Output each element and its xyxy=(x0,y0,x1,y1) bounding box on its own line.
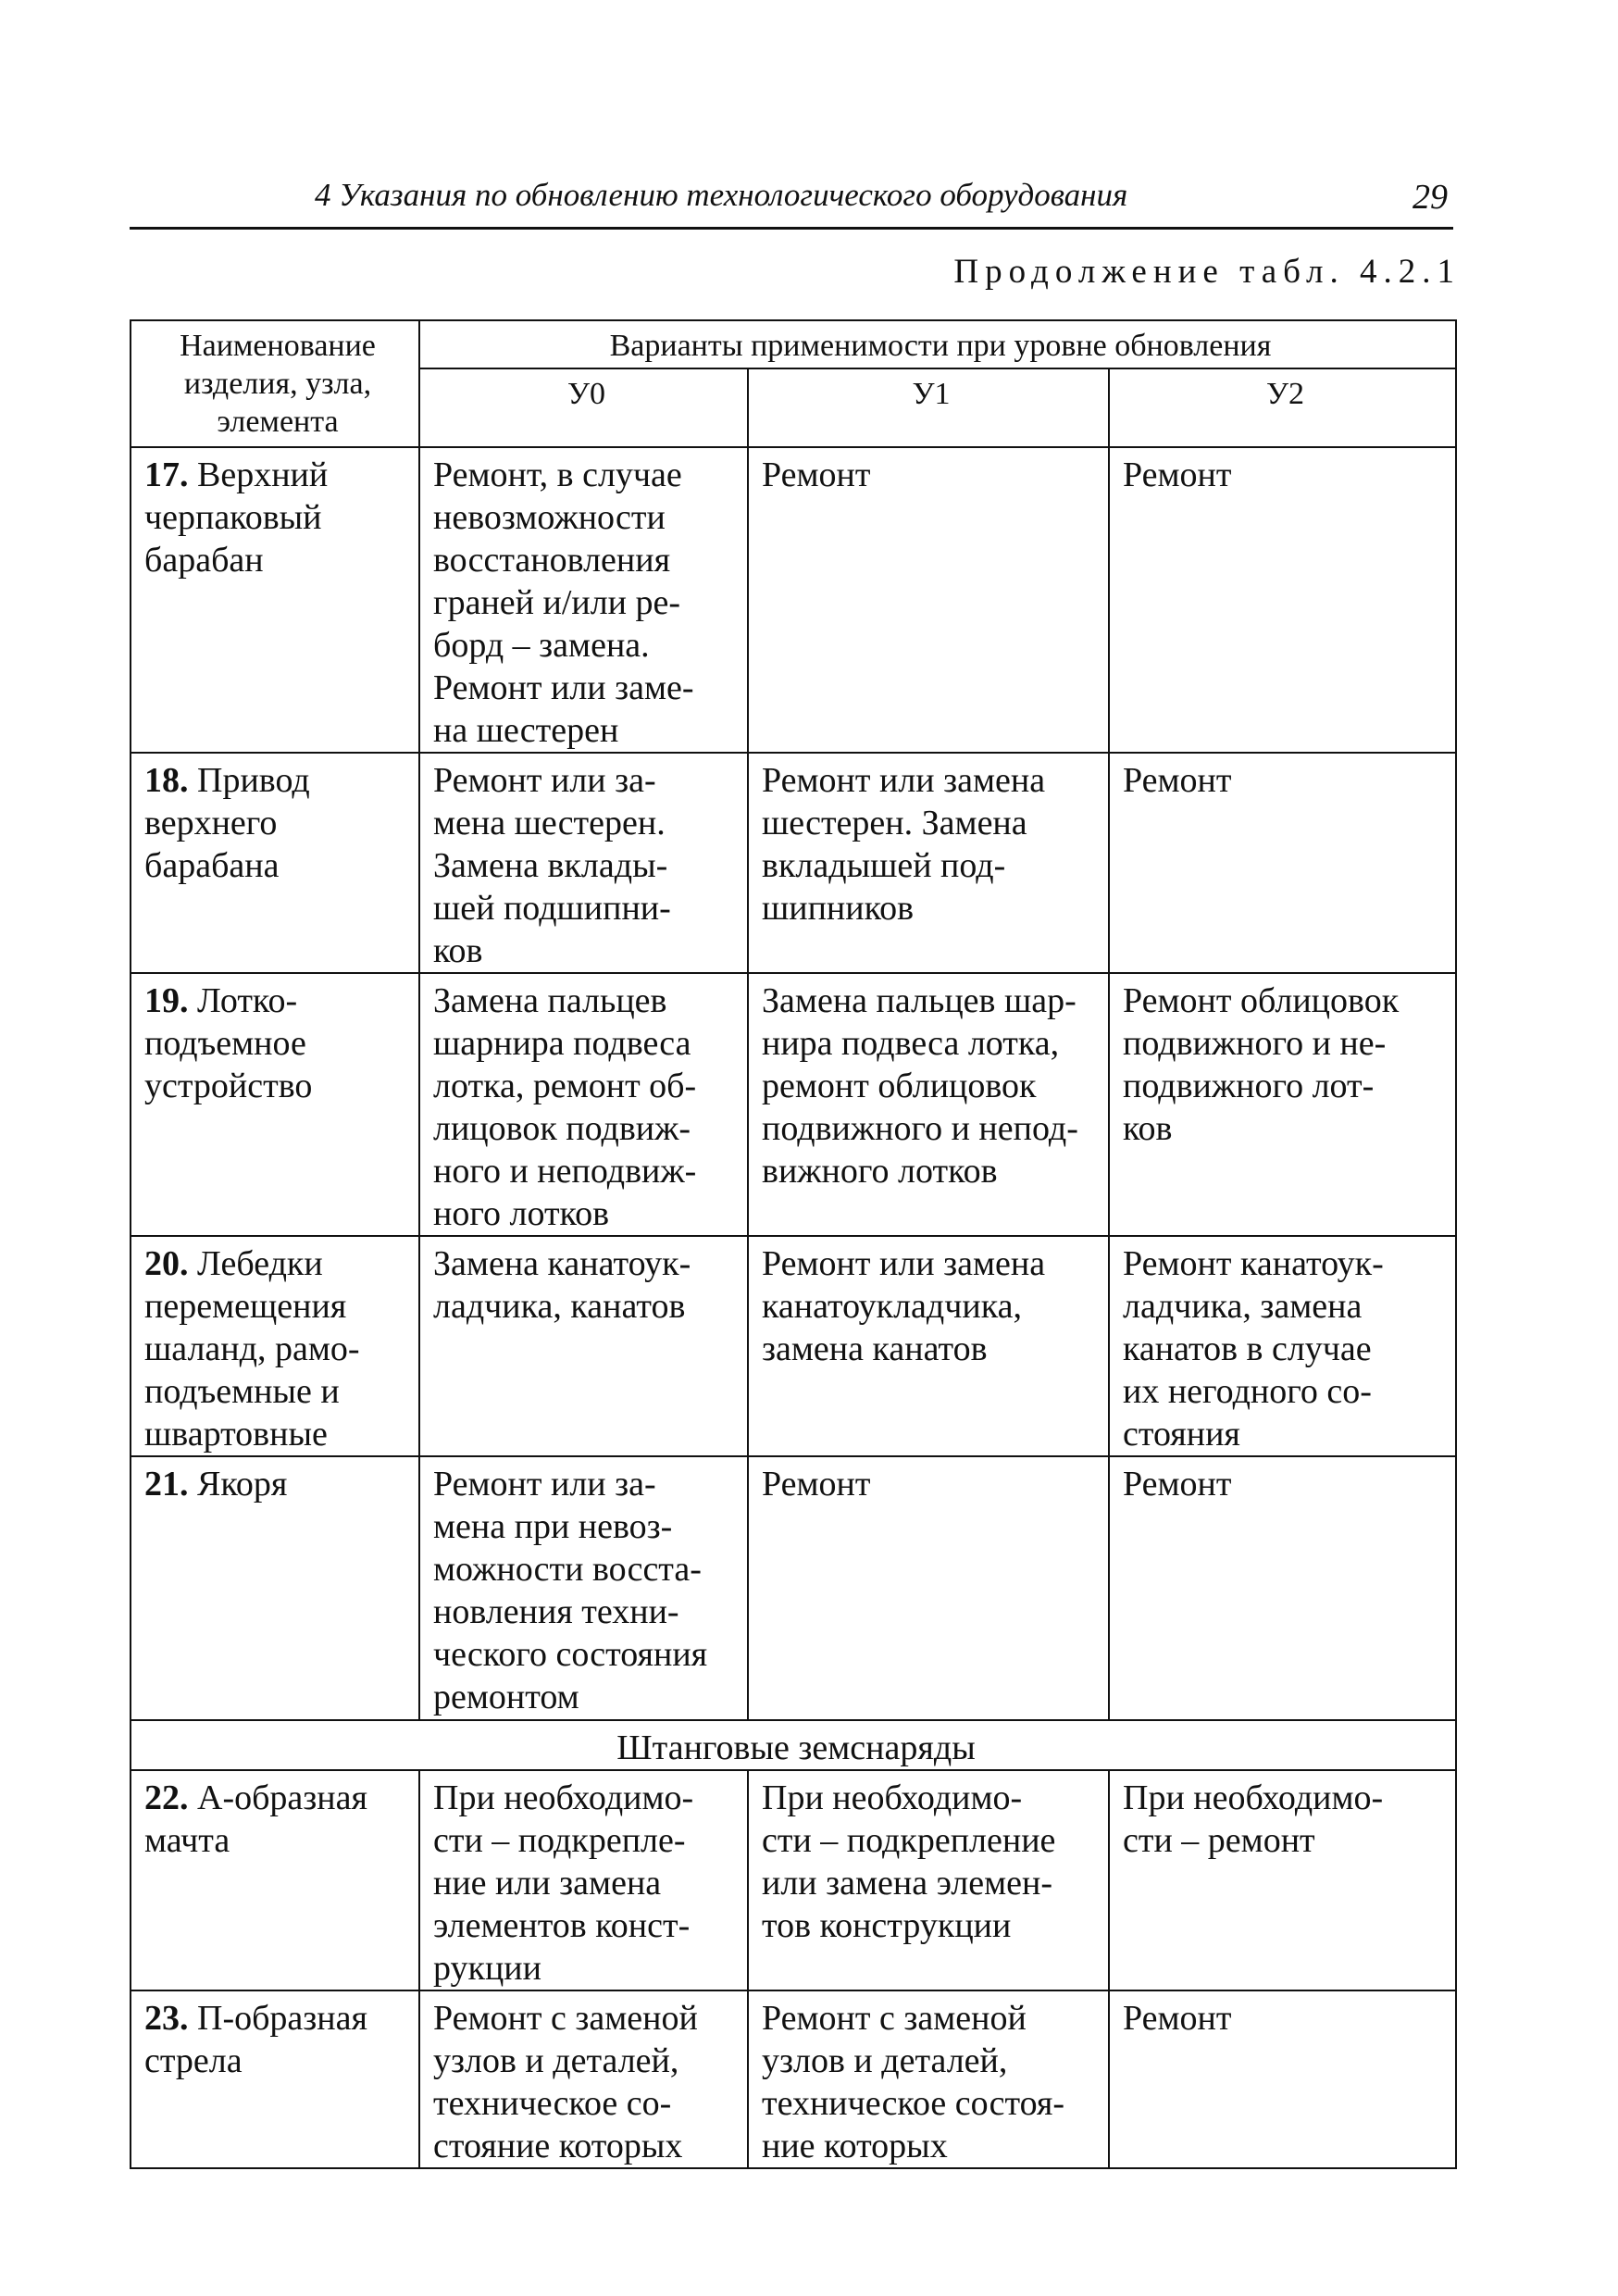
header-u1: У1 xyxy=(748,368,1109,447)
u2-cell: Ремонт облицовок подвижного и не- подвижного лот- ков xyxy=(1109,973,1456,1236)
item-name-cell xyxy=(131,973,419,1236)
header-variants: Варианты применимости при уровне обновления xyxy=(419,320,1456,368)
item-name: Верхний черпаковый барабан xyxy=(144,455,329,580)
item-number: 20. xyxy=(144,1244,189,1283)
item-number: 21. xyxy=(144,1465,189,1504)
renewal-variants-table xyxy=(130,319,1457,2169)
item-name: Якоря xyxy=(188,1465,288,1504)
u0-cell: Замена канатоук- ладчика, канатов xyxy=(419,1236,748,1456)
header-u2: У2 xyxy=(1109,368,1456,447)
section-row xyxy=(131,1720,1456,1770)
u1-cell: Ремонт с заменой узлов и деталей, техническое состоя- ние которых xyxy=(748,1990,1109,2168)
u2-cell: Ремонт канатоук- ладчика, замена канатов в случае их негодного со- стояния xyxy=(1109,1236,1456,1456)
item-name-cell xyxy=(131,1770,419,1990)
table-row xyxy=(131,973,1456,1236)
u1-cell: Ремонт или замена канатоукладчика, замена канатов xyxy=(748,1236,1109,1456)
table-row xyxy=(131,1770,1456,1990)
page-number: 29 xyxy=(1413,178,1448,217)
u0-cell: Ремонт с заменой узлов и деталей, техническое со- стояние которых xyxy=(419,1990,748,2168)
section-heading: Штанговые земснаряды xyxy=(131,1720,1456,1770)
header-u0: У0 xyxy=(419,368,748,447)
u1-cell: Замена пальцев шар- нира подвеса лотка, ремонт облицовок подвижного и непод- вижного лотков xyxy=(748,973,1109,1236)
u2-cell: Ремонт xyxy=(1109,753,1456,973)
table-row xyxy=(131,1236,1456,1456)
u2-cell: Ремонт xyxy=(1109,1990,1456,2168)
u1-cell: Ремонт или замена шестерен. Замена вкладышей под- шипников xyxy=(748,753,1109,973)
u1-cell: Ремонт xyxy=(748,1456,1109,1720)
u2-cell: Ремонт xyxy=(1109,1456,1456,1720)
item-name: Лотко- подъемное устройство xyxy=(144,981,313,1105)
u0-cell: При необходимо- сти – подкрепле- ние или замена элементов конст- рукции xyxy=(419,1770,748,1990)
item-name: П-образная стрела xyxy=(144,1999,367,2080)
u2-cell: При необходимо- сти – ремонт xyxy=(1109,1770,1456,1990)
u2-cell: Ремонт xyxy=(1109,447,1456,753)
item-name: Лебедки перемещения шаланд, рамо- подъемные и швартовные xyxy=(144,1244,360,1454)
header-item-name: Наименование изделия, узла, элемента xyxy=(131,320,419,447)
item-number: 17. xyxy=(144,455,189,494)
item-name-cell xyxy=(131,753,419,973)
item-number: 22. xyxy=(144,1778,189,1817)
item-name-cell xyxy=(131,1990,419,2168)
u1-cell: При необходимо- сти – подкрепление или замена элемен- тов конструкции xyxy=(748,1770,1109,1990)
u0-cell: Ремонт или за- мена шестерен. Замена вклады- шей подшипни- ков xyxy=(419,753,748,973)
u0-cell: Замена пальцев шарнира подвеса лотка, ремонт об- лицовок подвиж- ного и неподвиж- ного лотков xyxy=(419,973,748,1236)
table-continuation-caption: Продолжение табл. 4.2.1 xyxy=(953,253,1461,291)
item-name: А-образная мачта xyxy=(144,1778,367,1860)
table-row xyxy=(131,1990,1456,2168)
item-name-cell xyxy=(131,1456,419,1720)
running-header xyxy=(130,171,1453,230)
table-row xyxy=(131,447,1456,753)
u0-cell: Ремонт, в случае невозможности восстановления граней и/или ре- борд – замена. Ремонт или заме- на шестерен xyxy=(419,447,748,753)
table-row xyxy=(131,1456,1456,1720)
item-number: 19. xyxy=(144,981,189,1020)
item-name-cell xyxy=(131,1236,419,1456)
u1-cell: Ремонт xyxy=(748,447,1109,753)
item-name: Привод верхнего барабана xyxy=(144,761,310,885)
table-row xyxy=(131,753,1456,973)
item-number: 23. xyxy=(144,1999,189,2038)
table-header-row xyxy=(131,320,1456,368)
item-name-cell xyxy=(131,447,419,753)
item-number: 18. xyxy=(144,761,189,800)
u0-cell: Ремонт или за- мена при невоз- можности восста- новления техни- ческого состояния ремонтом xyxy=(419,1456,748,1720)
running-header-title: 4 Указания по обновлению технологического оборудования xyxy=(315,177,1128,213)
